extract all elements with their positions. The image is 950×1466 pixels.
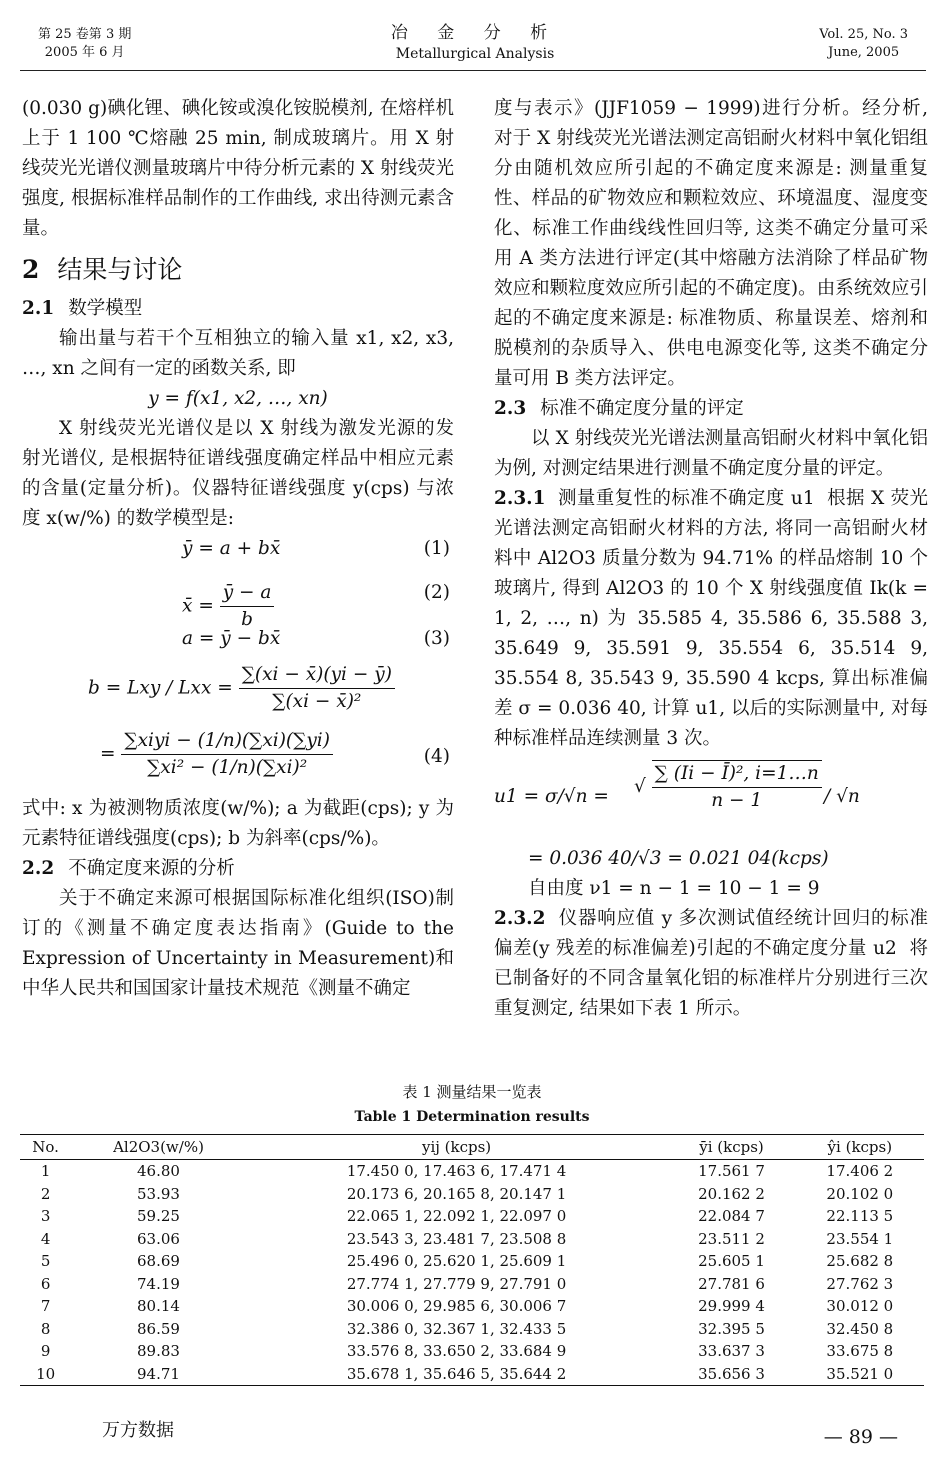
subsection-number: 2.3	[494, 398, 527, 419]
numerator: ∑ (Ii − Ī)², i=1…n	[652, 761, 822, 788]
paragraph: 输出量与若干个互相独立的输入量 x1, x2, x3, …, xn 之间有一定的函数关系, 即	[22, 328, 454, 379]
cell-no: 6	[40, 1274, 51, 1293]
paragraph: 式中: x 为被测物质浓度(w/%); a 为截距(cps); y 为元素特征谱线强度(cps); b 为斜率(cps/%)。	[22, 798, 454, 849]
table-row	[20, 1228, 924, 1251]
cell-yhat: 33.675 8	[826, 1342, 894, 1360]
cell-al2o3: 63.06	[137, 1229, 180, 1248]
cell-yhat: 35.521 0	[796, 1363, 924, 1386]
paragraph-text: 根据 X 荧光光谱法测定高铝耐火材料的方法, 将同一高铝耐火材料中 Al2O3 质量分数为 94.71% 的样品熔制 10 个玻璃片, 得到 Al2O3 的 10 个 X 射线强度值 Ik(k = 1, 2, …, n) 为 35.585 4, 35.586 6, 35.588 3, 35.649 9, 35.591 9, 35.554 6, 35.514 9, 35.554 8, 35.543 9, 35.590 4 kcps, 算出标准偏差 σ = 0.036 40, 计算 u1, 以后的实际测量中, 对每种标准样品连续测量 3 次。	[494, 488, 928, 749]
equation-number: (3)	[423, 628, 450, 649]
cell-ybar: 20.162 2	[698, 1184, 765, 1203]
table-row	[20, 1273, 924, 1296]
cell-yij: 22.065 1, 22.092 1, 22.097 0	[346, 1207, 567, 1225]
table-caption-cn: 表 1 测量结果一览表	[402, 1083, 542, 1101]
cell-no: 2	[40, 1184, 51, 1203]
header-rule	[20, 70, 926, 71]
table-row	[20, 1160, 924, 1183]
cell-yij: 23.543 3, 23.481 7, 23.508 8	[346, 1229, 567, 1248]
cell-yhat: 32.450 8	[826, 1319, 894, 1338]
header-ybar: ȳi (kcps)	[667, 1135, 795, 1160]
fraction	[121, 728, 333, 781]
equation-u1: u1 = σ/√n = √ $\frac{\text{∑ (Ii − Ī)², i=1…n}}{n - 1}$ / √n	[494, 760, 928, 844]
paragraph: 度与表示》(JJF1059 − 1999)进行分析。经分析, 对于 X 射线荧光光谱法测定高铝耐火材料中氧化铝组分由随机效应所引起的不确定度来源是: 测量重复性、样品的矿物效应和颗粒效应、环境温度、湿度变化、标准工作曲线线性回归等, 这类不确定分量可采用 A 类方法进行评定(其中熔融方法消除了样品矿物效应和颗粒度效应所引起的不确定度)。由系统效应引起的不确定度来源是: 标准物质、称量误差、熔剂和脱模剂的杂质导入、供电电源变化等, 这类不确定分量可用 B 类方法评定。	[494, 98, 928, 389]
cell-al2o3: 74.19	[137, 1274, 180, 1293]
right-column	[494, 94, 928, 1024]
table-row	[20, 1318, 924, 1341]
cell-ybar: 22.084 7	[698, 1207, 765, 1225]
table-row	[20, 1295, 924, 1318]
cell-ybar: 33.637 3	[698, 1342, 765, 1360]
paragraph: 以 X 射线荧光光谱法测量高铝耐火材料中氧化铝为例, 对测定结果进行测量不确定度分量的评定。	[494, 428, 928, 479]
paragraph	[494, 904, 928, 1024]
equation-4a	[22, 656, 454, 722]
cell-yij: 20.173 6, 20.165 8, 20.147 1	[346, 1184, 567, 1203]
cell-yhat: 27.762 3	[826, 1274, 894, 1293]
date-en: June, 2005	[828, 45, 900, 60]
cell-yhat: 22.113 5	[826, 1207, 894, 1225]
denominator: n − 1	[711, 790, 763, 811]
equation-lhs: x̄ =	[182, 595, 214, 617]
cell-ybar: 32.395 5	[698, 1319, 765, 1338]
left-column	[22, 94, 454, 1004]
equation-body: a = ȳ − bx̄	[182, 628, 281, 649]
cell-no: 4	[40, 1229, 51, 1248]
paragraph-text: 将已制备好的不同含量氧化铝的标准样片分别进行三次重复测定, 结果如下表 1 所示。	[494, 938, 928, 1019]
header-yhat: ŷi (kcps)	[796, 1135, 924, 1160]
watermark: 万方数据	[102, 1420, 174, 1441]
equation-value: = 0.036 40/√3 = 0.021 04(kcps)	[528, 848, 829, 869]
cell-yhat: 17.406 2	[826, 1162, 894, 1180]
cell-yij: 30.006 0, 29.985 6, 30.006 7	[346, 1297, 567, 1315]
section-number: 2	[22, 255, 40, 284]
cell-ybar: 35.656 3	[667, 1363, 795, 1386]
section-title: 结果与讨论	[57, 255, 183, 284]
volume-cn: 第 25 卷第 3 期	[38, 27, 132, 42]
subsection-number: 2.1	[22, 298, 55, 319]
table-row	[20, 1250, 924, 1273]
cell-yij: 25.496 0, 25.620 1, 25.609 1	[346, 1252, 567, 1270]
cell-al2o3: 80.14	[137, 1297, 180, 1315]
cell-no: 9	[40, 1342, 51, 1360]
fraction	[652, 760, 822, 814]
cell-ybar: 29.999 4	[698, 1297, 765, 1315]
table-row	[20, 1183, 924, 1206]
denominator: ∑(xi − x̄)²	[272, 691, 362, 712]
cell-ybar: 17.561 7	[698, 1162, 765, 1180]
subsection-title: 数学模型	[68, 298, 143, 319]
equation-number: (2)	[423, 582, 450, 603]
fraction	[239, 662, 395, 715]
equation-dof: 自由度 ν1 = n − 1 = 10 − 1 = 9	[528, 878, 820, 899]
equation-number: (4)	[423, 746, 450, 767]
cell-al2o3: 94.71	[71, 1363, 246, 1386]
cell-yij: 27.774 1, 27.779 9, 27.791 0	[346, 1274, 567, 1293]
numerator: ȳ − a	[220, 580, 275, 607]
equation-4b: = $\frac{\text{∑xiyi − (1/n)(∑xi)(∑yi)}}{\text{∑xi² − (1/n)(∑xi)²}}$ (4)	[22, 722, 454, 794]
cell-no: 1	[40, 1162, 51, 1180]
section-heading	[22, 252, 454, 288]
cell-yhat: 20.102 0	[826, 1184, 894, 1203]
table-row	[20, 1340, 924, 1363]
cell-no: 7	[40, 1297, 51, 1315]
subsection-heading	[22, 854, 454, 884]
denominator: b	[241, 609, 254, 630]
cell-yij: 35.678 1, 35.646 5, 35.644 2	[246, 1363, 668, 1386]
cell-yij: 17.450 0, 17.463 6, 17.471 4	[346, 1162, 567, 1180]
results-table	[20, 1134, 924, 1386]
paragraph: X 射线荧光光谱仪是以 X 射线为激发光源的发射光谱仪, 是根据特征谱线强度确定样品中相应元素的含量(定量分析)。仪器特征谱线强度 y(cps) 与浓度 x(w/%) 的数学模型是:	[22, 418, 454, 529]
table-caption-en: Table 1 Determination results	[354, 1109, 590, 1125]
page-number: — 89 —	[823, 1426, 898, 1448]
subsection-heading	[494, 394, 928, 424]
numerator: ∑(xi − x̄)(yi − ȳ)	[239, 662, 395, 689]
subsection-heading	[22, 294, 454, 324]
header-yij: yij (kcps)	[246, 1135, 668, 1160]
journal-title-cn: 冶 金 分 析	[390, 23, 560, 43]
equation-tail: / √n	[824, 786, 860, 807]
equation-body: ȳ = a + bx̄	[182, 538, 281, 559]
cell-no: 10	[20, 1363, 71, 1386]
subsection-title: 不确定度来源的分析	[68, 858, 235, 879]
cell-no: 5	[40, 1252, 51, 1270]
subsection-title: 测量重复性的标准不确定度 u1	[558, 488, 815, 509]
paragraph: (0.030 g)碘化锂、碘化铵或溴化铵脱模剂, 在熔样机上于 1 100 ℃熔融 25 min, 制成玻璃片。用 X 射线荧光光谱仪测量玻璃片中待分析元素的 X 射线荧光强度, 根据标准样品制作的工作曲线, 求出待测元素含量。	[22, 98, 454, 239]
paragraph: 关于不确定来源可根据国际标准化组织(ISO)制订的《测量不确定度表达指南》(Guide to the Expression of Uncertainty in Measurement)和中华人民共和国国家计量技术规范《测量不确定	[22, 888, 454, 999]
date-cn: 2005 年 6 月	[44, 45, 125, 60]
equation-1	[22, 534, 454, 570]
cell-al2o3: 68.69	[137, 1252, 180, 1270]
cell-ybar: 25.605 1	[698, 1252, 765, 1270]
equation-lhs: u1 = σ/√n =	[494, 786, 609, 807]
header-volume-en	[819, 26, 908, 62]
subsection-title: 标准不确定度分量的评定	[540, 398, 744, 419]
paragraph	[494, 484, 928, 754]
cell-al2o3: 86.59	[137, 1319, 180, 1338]
equation-2	[22, 570, 454, 630]
cell-no: 8	[40, 1319, 51, 1338]
cell-yhat: 23.554 1	[826, 1229, 894, 1248]
journal-title-en: Metallurgical Analysis	[395, 46, 555, 62]
header-no: No.	[20, 1135, 71, 1160]
cell-yhat: 25.682 8	[826, 1252, 894, 1270]
cell-no: 3	[40, 1207, 51, 1225]
header-al2o3: Al2O3(w/%)	[71, 1135, 246, 1160]
subsection-title: 仪器响应值 y 多次测试值经统计回归的标准偏差(y 残差的标准偏差)引起的不确定度分量 u2	[494, 908, 929, 959]
cell-yij: 32.386 0, 32.367 1, 32.433 5	[346, 1319, 567, 1338]
cell-al2o3: 89.83	[137, 1342, 180, 1360]
equation-function: y = f(x1, x2, …, xn)	[148, 388, 328, 409]
subsection-number: 2.3.2	[494, 908, 546, 929]
cell-yij: 33.576 8, 33.650 2, 33.684 9	[346, 1342, 567, 1360]
numerator: ∑xiyi − (1/n)(∑xi)(∑yi)	[121, 728, 333, 755]
results-table-block	[20, 1080, 924, 1386]
table-row	[20, 1205, 924, 1228]
equation-lhs: b = Lxy / Lxx =	[88, 677, 233, 699]
subsection-number: 2.3.1	[494, 488, 546, 509]
subsection-number: 2.2	[22, 858, 55, 879]
equation-number: (1)	[423, 538, 450, 559]
equation-3	[22, 620, 454, 656]
cell-al2o3: 46.80	[137, 1162, 180, 1180]
cell-ybar: 27.781 6	[698, 1274, 765, 1293]
denominator: ∑xi² − (1/n)(∑xi)²	[147, 757, 308, 778]
volume-en: Vol. 25, No. 3	[819, 27, 908, 42]
cell-al2o3: 59.25	[137, 1207, 180, 1225]
cell-yhat: 30.012 0	[826, 1297, 894, 1315]
header-journal	[0, 22, 950, 64]
table-header-row	[20, 1135, 924, 1160]
cell-al2o3: 53.93	[137, 1184, 180, 1203]
table-row	[20, 1363, 924, 1386]
cell-ybar: 23.511 2	[698, 1229, 765, 1248]
